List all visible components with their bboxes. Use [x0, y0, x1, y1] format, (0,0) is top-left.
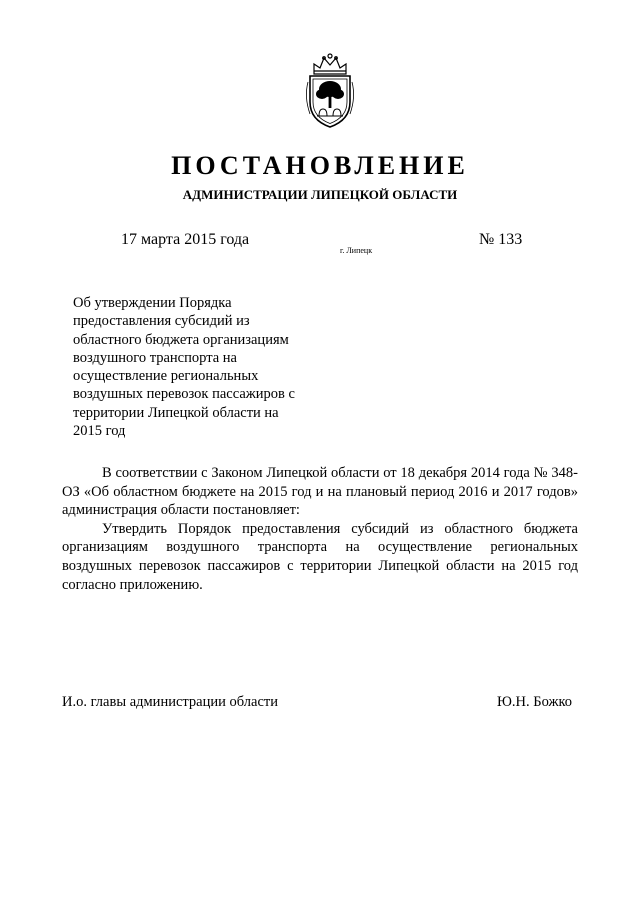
subject-line: территории Липецкой области на	[73, 404, 279, 421]
subject-line: 2015 год	[73, 423, 126, 440]
subject-line: предоставления субсидий из	[73, 313, 250, 330]
document-city: г. Липецк	[340, 246, 373, 255]
document-subject	[73, 294, 323, 440]
subject-line: воздушных перевозок пассажиров с	[73, 386, 295, 403]
body-paragraph: Утвердить Порядок предоставления субсидий из областного бюджета организациям воздушного транспорта на осуществление региональных воздушных перевозок пассажиров с территории Липецкой области на 2015 год согласно приложению.	[62, 520, 578, 593]
signer-name: Ю.Н. Божко	[497, 694, 573, 710]
coat-of-arms-icon	[300, 52, 360, 130]
document-date: 17 марта 2015 года	[121, 231, 250, 248]
signer-position: И.о. главы администрации области	[62, 694, 278, 710]
subject-line: Об утверждении Порядка	[73, 295, 232, 311]
document-title: ПОСТАНОВЛЕНИЕ	[171, 151, 469, 180]
document-issuer: АДМИНИСТРАЦИИ ЛИПЕЦКОЙ ОБЛАСТИ	[182, 187, 458, 202]
document-body	[62, 464, 578, 594]
subject-line: областного бюджета организациям	[73, 331, 289, 348]
subject-line: осуществление региональных	[73, 368, 259, 385]
subject-line: воздушного транспорта на	[73, 349, 237, 366]
document-number: № 133	[479, 231, 523, 248]
body-paragraph: В соответствии с Законом Липецкой области от 18 декабря 2014 года № 348-ОЗ «Об областном бюджете на 2015 год и на плановый период 2016 и 2017 годов» администрация области постановляет:	[62, 465, 578, 519]
